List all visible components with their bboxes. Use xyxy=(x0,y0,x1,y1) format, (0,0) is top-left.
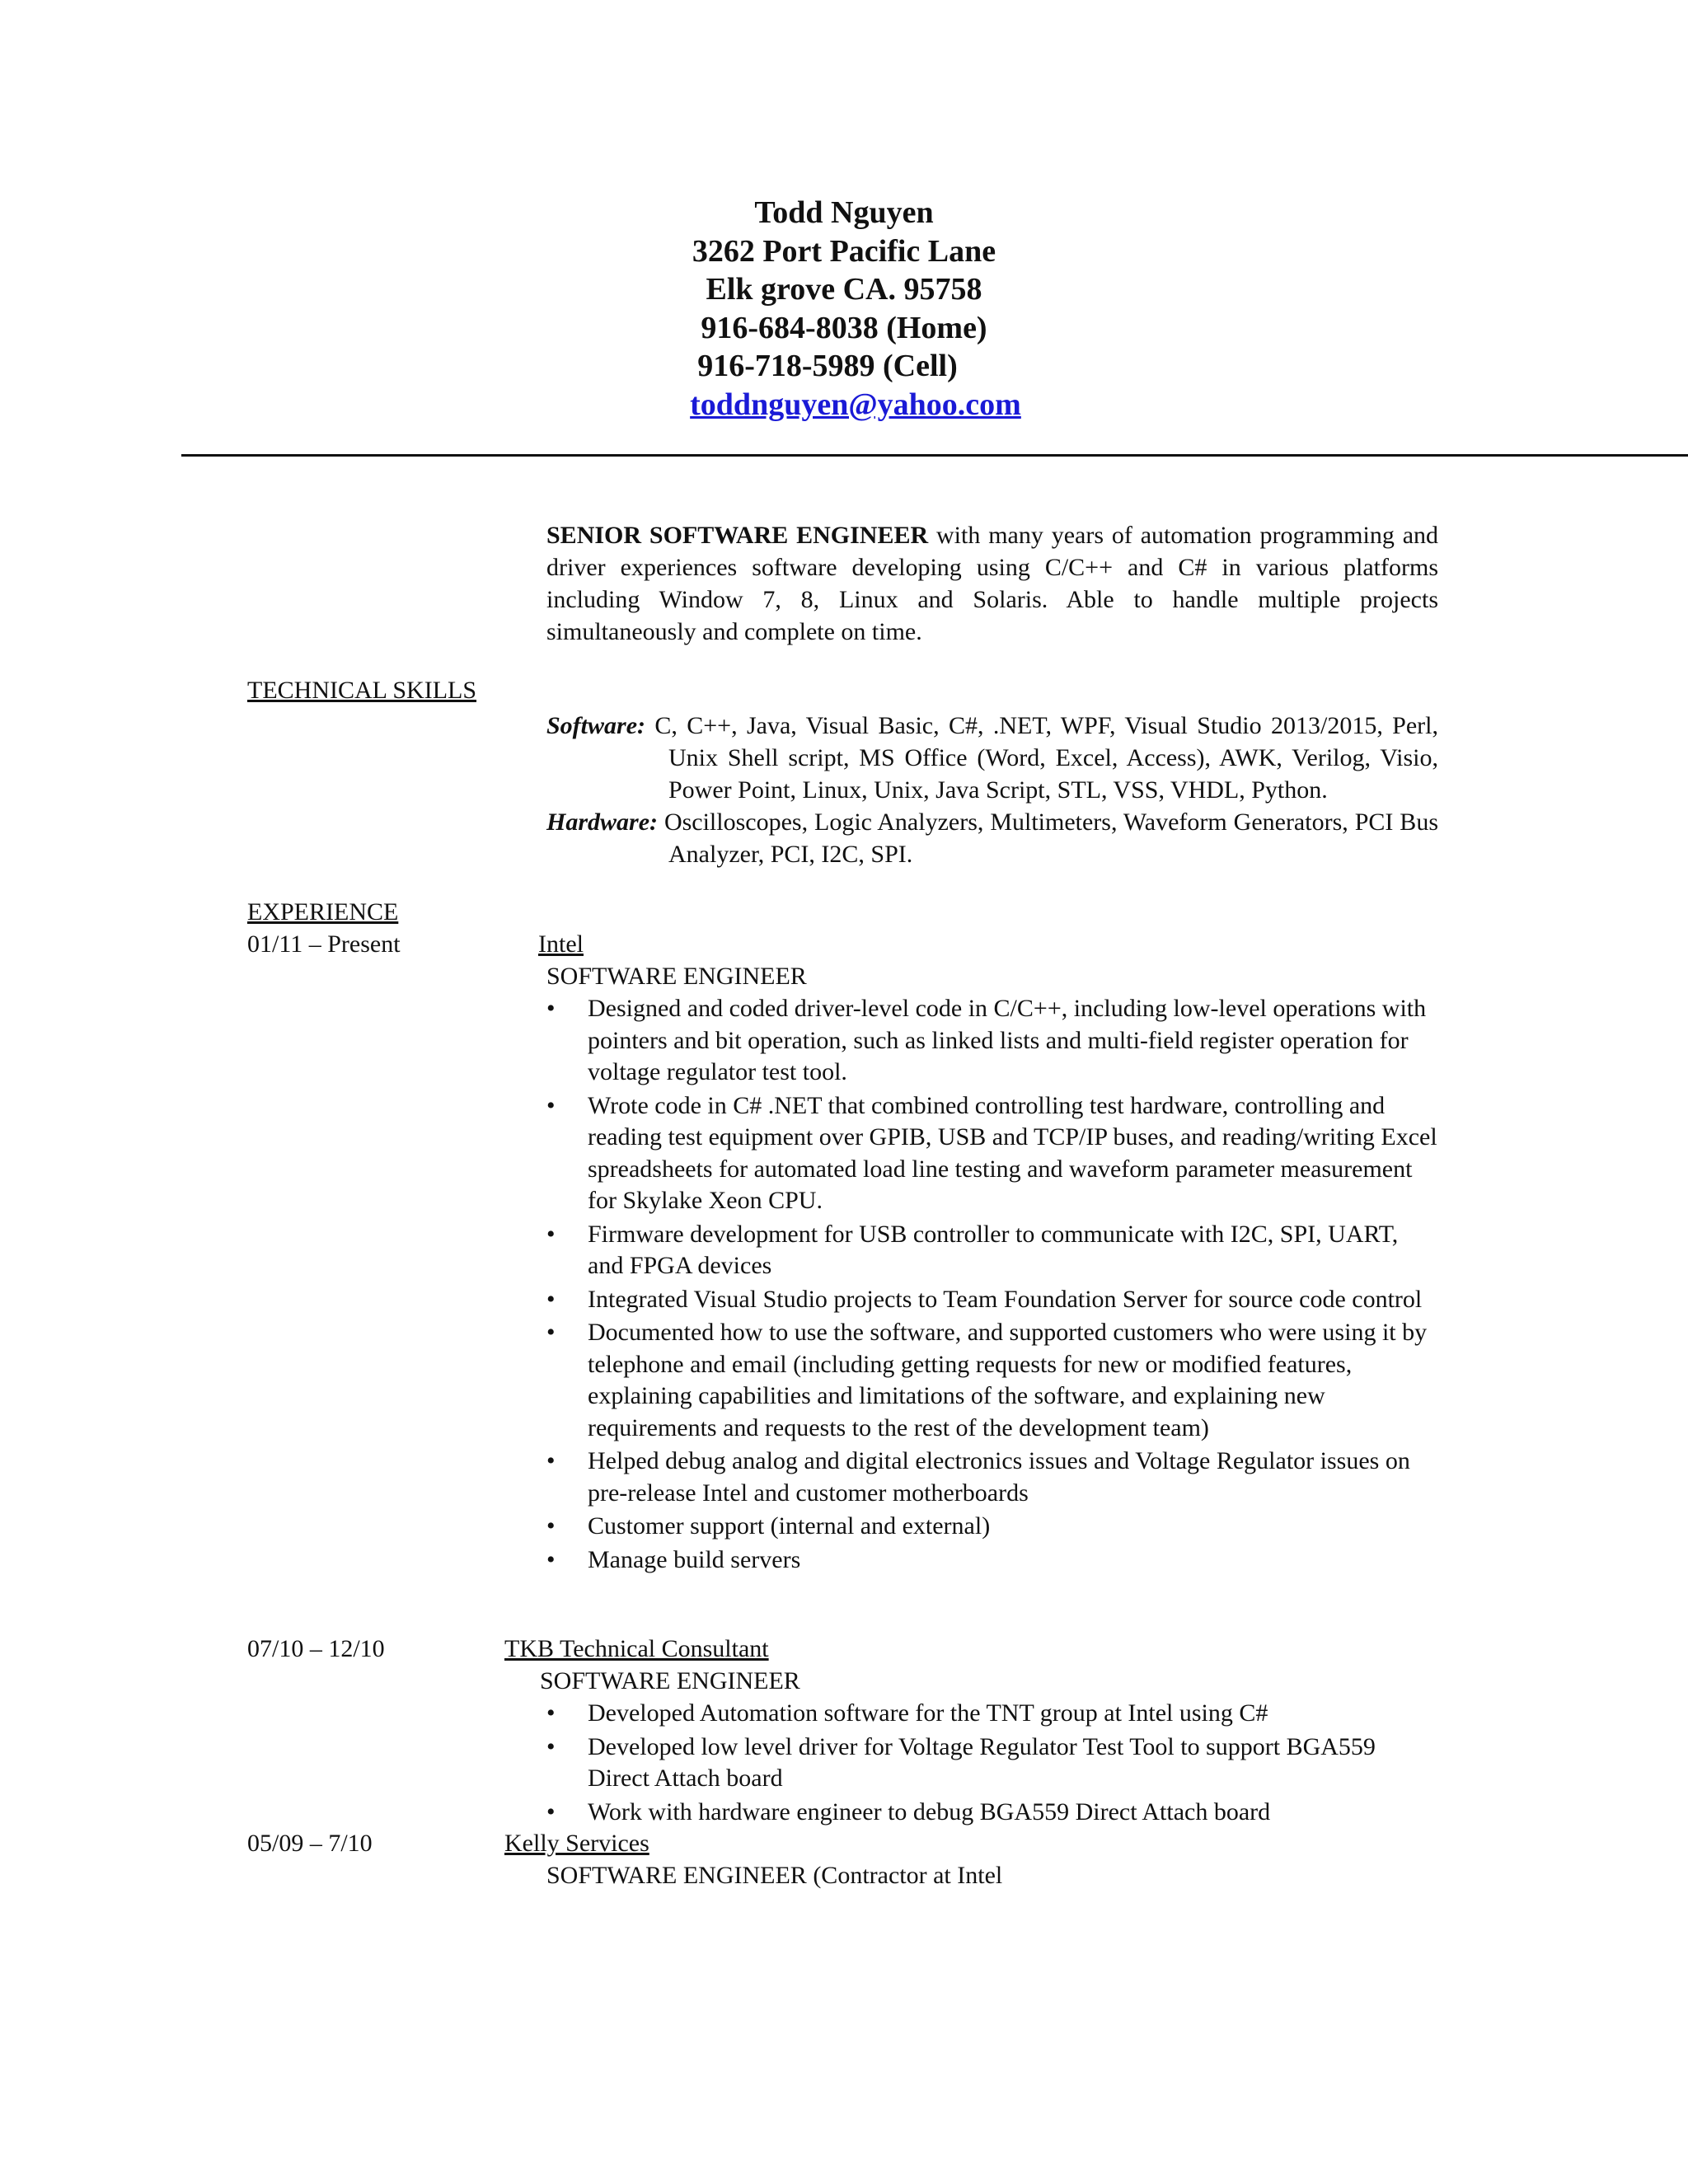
summary-text: with many years of automation programming and driver experiences software developing using C/C++ and C# in various platforms including Window 7, 8, Linux and Solaris. Able to handle multiple projects simultaneously and complete on time. xyxy=(546,522,1439,645)
list-item: • Manage build servers xyxy=(546,1544,1438,1577)
bullet-icon: • xyxy=(546,1447,556,1474)
job-responsibilities xyxy=(546,993,1438,1577)
job-dates: 07/10 – 12/10 xyxy=(247,1635,385,1662)
list-item: • Helped debug analog and digital electronics issues and Voltage Regulator issues on pre-release Intel and customer motherboards xyxy=(546,1447,1410,1507)
header-divider xyxy=(181,454,1688,457)
list-item: • Developed Automation software for the TNT group at Intel using C# xyxy=(546,1698,1438,1730)
technical-skills-heading: TECHNICAL SKILLS xyxy=(247,677,477,704)
bullet-icon: • xyxy=(546,1319,556,1346)
job-dates: 05/09 – 7/10 xyxy=(247,1830,373,1857)
bullet-icon: • xyxy=(546,1699,556,1727)
hardware-label: Hardware: xyxy=(546,808,658,836)
contact-header xyxy=(0,194,1688,424)
software-skills xyxy=(546,710,1438,806)
list-item: • Designed and coded driver-level code in C/C++, including low-level operations with pointers and bit operation, such as linked lists and multi-field register operation for voltage regulator test tool. xyxy=(546,995,1427,1085)
list-item: • Wrote code in C# .NET that combined controlling test hardware, controlling and reading test equipment over GPIB, USB and TCP/IP buses, and reading/writing Excel spreadsheets for automated load line testing and waveform parameter measurement for Skylake Xeon CPU. xyxy=(546,1091,1437,1214)
job-company: Kelly Services xyxy=(504,1830,649,1857)
bullet-icon: • xyxy=(546,1732,556,1760)
hardware-text: Oscilloscopes, Logic Analyzers, Multimeters, Waveform Generators, PCI Bus Analyzer, PCI, I2C, SPI. xyxy=(663,808,1438,868)
city-state-zip: Elk grove CA. 95758 xyxy=(706,272,982,307)
software-label: Software: xyxy=(546,712,645,739)
list-item: • Firmware development for USB controller to communicate with I2C, SPI, UART, and FPGA devices xyxy=(546,1220,1399,1279)
job-company: TKB Technical Consultant xyxy=(504,1635,769,1662)
email-line xyxy=(23,386,1688,424)
bullet-icon: • xyxy=(546,1545,556,1573)
bullet-icon: • xyxy=(546,1220,556,1248)
email-link[interactable]: toddnguyen@yahoo.com xyxy=(690,387,1021,422)
list-item: • Developed low level driver for Voltage Regulator Test Tool to support BGA559 Direct Attach board xyxy=(546,1732,1376,1792)
summary-paragraph xyxy=(546,519,1438,648)
job-title: SOFTWARE ENGINEER (Contractor at Intel xyxy=(546,1862,1003,1889)
list-item: • Documented how to use the software, and supported customers who were using it by telephone and email (including getting requests for new or modified features, explaining capabilities and limitations of the software, and explaining new requirements and requests to the rest of the development team) xyxy=(546,1319,1428,1441)
list-item: • Customer support (internal and external) xyxy=(546,1511,1438,1543)
job-dates: 01/11 – Present xyxy=(247,930,401,958)
list-item: • Work with hardware engineer to debug BGA559 Direct Attach board xyxy=(546,1797,1438,1829)
job-title: SOFTWARE ENGINEER xyxy=(540,1667,800,1694)
summary-lead: SENIOR SOFTWARE ENGINEER xyxy=(546,522,929,549)
experience-heading: EXPERIENCE xyxy=(247,898,399,926)
bullet-icon: • xyxy=(546,1091,556,1119)
street-address: 3262 Port Pacific Lane xyxy=(692,233,996,269)
bullet-icon: • xyxy=(546,1797,556,1825)
job-responsibilities xyxy=(546,1698,1438,1830)
bullet-icon: • xyxy=(546,995,556,1022)
technical-skills-block xyxy=(546,710,1438,870)
job-company: Intel xyxy=(538,930,584,958)
bullet-icon: • xyxy=(546,1285,556,1313)
candidate-name: Todd Nguyen xyxy=(754,195,934,230)
hardware-skills xyxy=(546,806,1438,870)
cell-phone: 916-718-5989 (Cell) xyxy=(697,349,958,383)
home-phone: 916-684-8038 (Home) xyxy=(701,310,987,345)
software-text: C, C++, Java, Visual Basic, C#, .NET, WPF, Visual Studio 2013/2015, Perl, Unix Shell script, MS Office (Word, Excel, Access), AWK, Verilog, Visio, Power Point, Linux, Unix, Java Script, STL, VSS, VHDL, Python. xyxy=(654,712,1439,804)
list-item: • Integrated Visual Studio projects to Team Foundation Server for source code control xyxy=(546,1284,1438,1316)
job-title: SOFTWARE ENGINEER xyxy=(546,963,807,990)
bullet-icon: • xyxy=(546,1512,556,1540)
